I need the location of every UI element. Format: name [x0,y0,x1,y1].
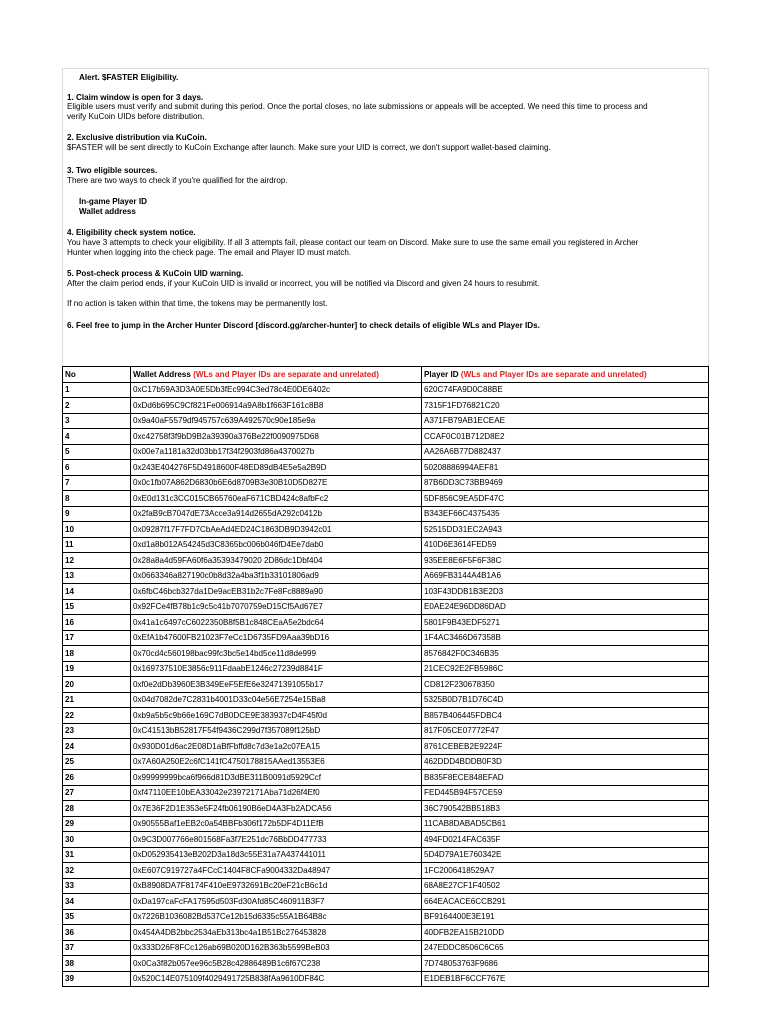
player-id-cell: A371FB79AB1ECEAE [422,413,709,429]
table-row [63,770,709,786]
table-row [63,832,709,848]
alert-title: Alert. $FASTER Eligibility. [79,73,179,82]
row-number: 5 [63,444,131,460]
row-number: 36 [63,925,131,941]
row-number: 13 [63,568,131,584]
table-row [63,863,709,879]
player-id-cell: CCAF0C01B712D8E2 [422,429,709,445]
table-row [63,708,709,724]
wallet-address-cell: 0x00e7a1181a32d03bb17f34f2903fd86a4370027b [131,444,422,460]
section-6-text: 6. Feel free to jump in the Archer Hunter Discord [discord.gg/archer-hunter] to check details of eligible WLs and Player IDs. [67,321,540,330]
wallet-address-cell: 0x7226B1036082Bd537Ce12b15d6335c55A1B64B8c [131,909,422,925]
player-id-cell: 21CEC92E2FB5986C [422,661,709,677]
table-row [63,537,709,553]
player-id-cell: B857B406445FDBC4 [422,708,709,724]
wallet-address-cell: 0xE0d131c3CC015CB65760eaF671CBD424c8afbFc2 [131,491,422,507]
player-id-cell: 247EDDC8506C6C65 [422,940,709,956]
table-row [63,646,709,662]
row-number: 24 [63,739,131,755]
section-1-text-cont: verify KuCoin UIDs before distribution. [67,112,205,121]
header-no: No [63,367,131,383]
row-number: 21 [63,692,131,708]
eligibility-table [62,366,709,987]
wallet-address-cell: 0xE607C919727a4FCcC1404F8CFa9004332Da48947 [131,863,422,879]
table-row [63,847,709,863]
table-row [63,506,709,522]
row-number: 8 [63,491,131,507]
table-row [63,677,709,693]
row-number: 37 [63,940,131,956]
table-row [63,491,709,507]
table-row [63,630,709,646]
row-number: 11 [63,537,131,553]
player-id-cell: 103F43DDB1B3E2D3 [422,584,709,600]
table-row [63,599,709,615]
player-id-cell: 7315F1FD76821C20 [422,398,709,414]
table-row [63,909,709,925]
row-number: 2 [63,398,131,414]
wallet-address-cell: 0x0663346a827190c0b8d32a4ba3f1b33101806ad9 [131,568,422,584]
wallet-address-cell: 0x9a40aF5579df945757c639A492570c90e185e9a [131,413,422,429]
player-id-cell: 52515DD31EC2A943 [422,522,709,538]
row-number: 17 [63,630,131,646]
row-number: 26 [63,770,131,786]
row-number: 6 [63,460,131,476]
player-id-cell: B343EF66C4375435 [422,506,709,522]
table-header-row [63,367,709,383]
row-number: 32 [63,863,131,879]
section-2-text: $FASTER will be sent directly to KuCoin Exchange after launch. Make sure your UID is correct, we don't support wallet-based claiming. [67,143,551,152]
table-row [63,816,709,832]
table-row [63,894,709,910]
row-number: 25 [63,754,131,770]
table-row [63,754,709,770]
wallet-address-cell: 0xC17b59A3D3A0E5Db3fEc994C3ed78c4E0DE6402c [131,382,422,398]
wallet-address-cell: 0x70cd4c560198bac99fc3bc5e14bd5ce11d8de999 [131,646,422,662]
player-id-cell: B835F8ECE848EFAD [422,770,709,786]
player-id-cell: 50208886994AEF81 [422,460,709,476]
row-number: 12 [63,553,131,569]
player-id-cell: 40DFB2EA15B210DD [422,925,709,941]
section-4-text: You have 3 attempts to check your eligibility. If all 3 attempts fail, please contact our team on Discord. Make sure to use the same email you registered in Archer [67,238,639,247]
header-player-id [422,367,709,383]
wallet-address-cell: 0xC41513bB52817F54f9436C299d7f357089f125bD [131,723,422,739]
row-number: 1 [63,382,131,398]
wallet-address-cell: 0x9C3D007766e801568Fa3f7E251dc76BbDD477733 [131,832,422,848]
table-row [63,801,709,817]
table-row [63,584,709,600]
player-id-cell: 494FD0214FAC635F [422,832,709,848]
table-row [63,739,709,755]
row-number: 28 [63,801,131,817]
player-id-cell: 462DDD4BDDB0F3D [422,754,709,770]
player-id-cell: 1FC2006418529A7 [422,863,709,879]
section-4-text-cont: Hunter when logging into the check page. The email and Player ID must match. [67,248,352,257]
player-id-cell: 5801F9B43EDF5271 [422,615,709,631]
player-id-cell: 817F05CE07772F47 [422,723,709,739]
wallet-address-cell: 0x2faB9cB7047dE73Acce3a914d2655dA292c0412b [131,506,422,522]
wallet-address-cell: 0x41a1c6497cC6022350B8f5B1c848CEaA5e2bdc64 [131,615,422,631]
player-id-cell: CD812F230678350 [422,677,709,693]
table-row [63,444,709,460]
wallet-address-cell: 0x09287f17F7FD7CbAeAd4ED24C1863DB9D3942c01 [131,522,422,538]
table-row [63,692,709,708]
row-number: 27 [63,785,131,801]
source-player-id: In-game Player ID [79,197,147,206]
player-id-cell: 36C790542BB518B3 [422,801,709,817]
row-number: 4 [63,429,131,445]
row-number: 29 [63,816,131,832]
player-id-cell: AA26A6B77D882437 [422,444,709,460]
table-row [63,382,709,398]
table-row [63,785,709,801]
header-wallet-label: Wallet Address [133,369,191,379]
player-id-cell: 87B6DD3C73BB9469 [422,475,709,491]
row-number: 14 [63,584,131,600]
player-id-cell: 935EE8E6F5F6F38C [422,553,709,569]
table-row [63,723,709,739]
player-id-cell: 1F4AC3466D67358B [422,630,709,646]
player-id-cell: 620C74FA9D0C88BE [422,382,709,398]
wallet-address-cell: 0x6fbC46bcb327da1De9acEB31b2c7Fe8Fc8889a90 [131,584,422,600]
table-row [63,971,709,987]
section-5-text: After the claim period ends, if your KuCoin UID is invalid or incorrect, you will be notified via Discord and given 24 hours to resubmit. [67,279,540,288]
wallet-address-cell: 0x7E36F2D1E353e5F24fb06190B6eD4A3Fb2ADCA56 [131,801,422,817]
row-number: 19 [63,661,131,677]
section-1-text: Eligible users must verify and submit during this period. Once the portal closes, no late submissions or appeals will be accepted. We need this time to process and [67,102,648,111]
player-id-cell: 5325B0D7B1D76C4D [422,692,709,708]
row-number: 39 [63,971,131,987]
table-row [63,940,709,956]
section-5-title: 5. Post-check process & KuCoin UID warning. [67,269,244,278]
section-4-title: 4. Eligibility check system notice. [67,228,196,237]
header-wallet-note: (WLs and Player IDs are separate and unrelated) [193,369,379,379]
row-number: 18 [63,646,131,662]
table-row [63,925,709,941]
table-row [63,460,709,476]
wallet-address-cell: 0xb9a5b5c9b66e169C7dB0DCE9E383937cD4F45f0d [131,708,422,724]
row-number: 15 [63,599,131,615]
player-id-cell: 5D4D79A1E760342E [422,847,709,863]
wallet-address-cell: 0xf0e2dDb3960E3B349EeF5EfE6e32471391055b17 [131,677,422,693]
table-row [63,878,709,894]
row-number: 33 [63,878,131,894]
player-id-cell: 68A8E27CF1F40502 [422,878,709,894]
table-row [63,661,709,677]
wallet-address-cell: 0x243E404276F5D4918600F48ED89dB4E5e5a2B9D [131,460,422,476]
player-id-cell: A669FB3144A4B1A6 [422,568,709,584]
table-row [63,522,709,538]
wallet-address-cell: 0x169737510E3856c911FdaabE1246c27239d8841F [131,661,422,677]
row-number: 30 [63,832,131,848]
wallet-address-cell: 0xDa197caFcFA17595d503Fd30Afd85C460911B3F7 [131,894,422,910]
row-number: 20 [63,677,131,693]
section-5-text-cont: If no action is taken within that time, the tokens may be permanently lost. [67,299,328,308]
table-row [63,956,709,972]
table-row [63,413,709,429]
wallet-address-cell: 0xf47110EE10bEA33042e23972171Aba71d26f4Ef0 [131,785,422,801]
row-number: 23 [63,723,131,739]
player-id-cell: E1DEB1BF6CCF767E [422,971,709,987]
wallet-address-cell: 0x333D26F8FCc126ab69B020D162B363b5599BeB03 [131,940,422,956]
table-row [63,429,709,445]
row-number: 31 [63,847,131,863]
wallet-address-cell: 0x99999999bca6f966d81D3dBE311B0091d5929Ccf [131,770,422,786]
wallet-address-cell: 0xD052935413eB202D3a18d3c55E31a7A437441011 [131,847,422,863]
section-3-text: There are two ways to check if you're qualified for the airdrop. [67,176,288,185]
player-id-cell: 410D6E3614FED59 [422,537,709,553]
wallet-address-cell: 0xDd6b695C9Cf821Fe006914a9A8b1f663F161c8B8 [131,398,422,414]
wallet-address-cell: 0x0Ca3f82b057ee96c5B28c42886489B1c6f67C238 [131,956,422,972]
wallet-address-cell: 0x930D01d6ac2E08D1aBfFbffd8c7d3e1a2c07EA15 [131,739,422,755]
player-id-cell: 8761CEBEB2E9224F [422,739,709,755]
row-number: 38 [63,956,131,972]
row-number: 34 [63,894,131,910]
row-number: 22 [63,708,131,724]
player-id-cell: 7D748053763F9686 [422,956,709,972]
section-2-title: 2. Exclusive distribution via KuCoin. [67,133,207,142]
table-row [63,553,709,569]
wallet-address-cell: 0x454A4DB2bbc2534aEb313bc4a1B51Bc276453828 [131,925,422,941]
wallet-address-cell: 0x520C14E075109f4029491725B838fAa9610DF84C [131,971,422,987]
wallet-address-cell: 0xEfA1b47600FB21023F7eCc1D6735FD9Aaa39bD16 [131,630,422,646]
row-number: 16 [63,615,131,631]
row-number: 35 [63,909,131,925]
wallet-address-cell: 0x7A60A250E2c6fC141fC4750178815AAed13553E6 [131,754,422,770]
wallet-address-cell: 0xc42758f3f9bD9B2a39390a376Be22f0090975D68 [131,429,422,445]
header-wallet-address [131,367,422,383]
player-id-cell: E0AE24E96DD86DAD [422,599,709,615]
wallet-address-cell: 0x92FCe4fB78b1c9c5c41b7070759eD15Cf5Ad67E7 [131,599,422,615]
wallet-address-cell: 0x0c1fb07A862D6830b6E6d8709B3e30B10D5D827E [131,475,422,491]
wallet-address-cell: 0x28a8a4d59FA60f6a35393479020 2D86dc1Dbf404 [131,553,422,569]
row-number: 3 [63,413,131,429]
section-3-title: 3. Two eligible sources. [67,166,158,175]
row-number: 9 [63,506,131,522]
section-1-title: 1. Claim window is open for 3 days. [67,93,204,102]
table-row [63,398,709,414]
player-id-cell: 664EACACE6CCB291 [422,894,709,910]
wallet-address-cell: 0x90555Baf1eEB2c0a54BBFb306f172b5DF4D11EfB [131,816,422,832]
table-row [63,615,709,631]
row-number: 7 [63,475,131,491]
player-id-cell: 8576842F0C346B35 [422,646,709,662]
wallet-address-cell: 0x04d7082de7C2831b4001D33c04e56E7254e15Ba8 [131,692,422,708]
header-player-label: Player ID [424,369,459,379]
wallet-address-cell: 0xd1a8b012A54245d3C8365bc006b046fD4Ee7dab0 [131,537,422,553]
player-id-cell: BF9164400E3E191 [422,909,709,925]
player-id-cell: FED445B94F57CE59 [422,785,709,801]
table-row [63,475,709,491]
player-id-cell: 11CAB8DABAD5CB61 [422,816,709,832]
source-wallet-address: Wallet address [79,207,136,216]
row-number: 10 [63,522,131,538]
table-row [63,568,709,584]
player-id-cell: 5DF856C9EA5DF47C [422,491,709,507]
wallet-address-cell: 0xB8908DA7F8174F410eE9732691Bc20eF21cB6c1d [131,878,422,894]
header-player-note: (WLs and Player IDs are separate and unrelated) [460,369,647,379]
